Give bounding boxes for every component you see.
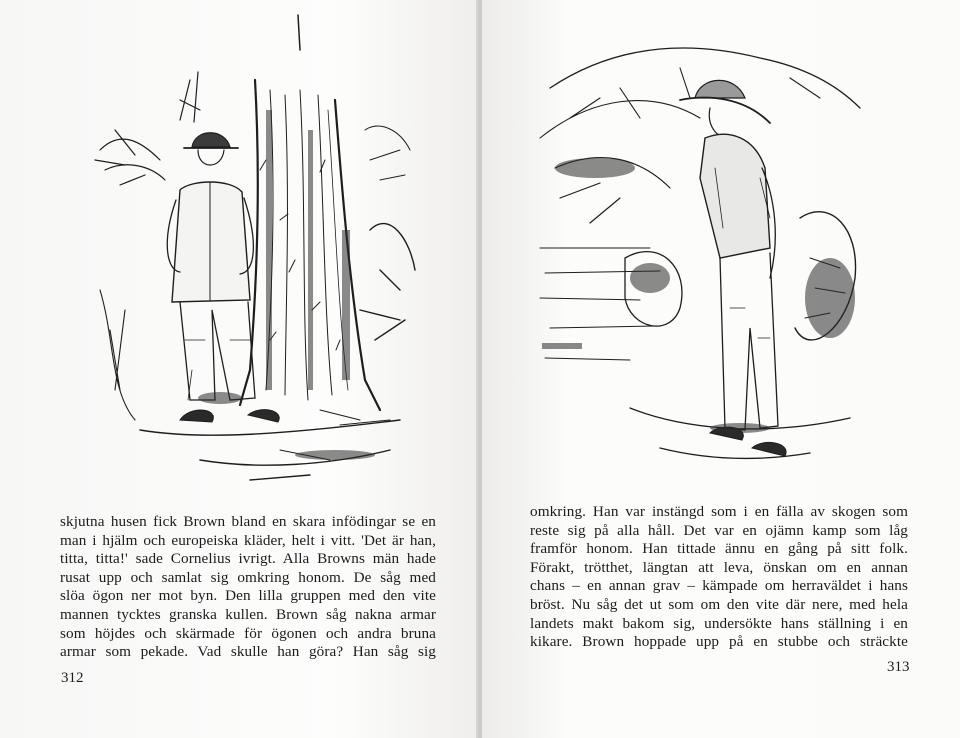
text-line: omkring. Han var instängd som i en fälla av skogen som	[530, 503, 908, 520]
right-page-text	[530, 503, 908, 652]
text-line: man i hjälm och europeiska kläder, helt i vitt. 'Det är han,	[60, 531, 436, 549]
page-number: 312	[61, 670, 84, 686]
text-line: skjutna husen fick Brown bland en skara infödingar se en	[60, 513, 436, 530]
text-line: Förakt, trötthet, längtan att leva, önskan om en annan	[530, 558, 908, 576]
text-line: framför honom. Han tittade ännu en gång på sitt folk.	[530, 540, 908, 558]
text-line: chans – en annan grav – kämpade om herraväldet i hans	[530, 577, 908, 595]
left-page	[0, 0, 478, 738]
text-line: kikare. Brown hoppade upp på en stubbe och sträckte	[530, 633, 908, 651]
text-line: mannen tycktes granska kullen. Brown såg nakna armar	[60, 605, 436, 623]
text-line: armar som pekade. Vad skulle han göra? Han såg sig	[60, 643, 436, 661]
text-line: reste sig på alla håll. Det var en ojämn kamp som låg	[530, 521, 908, 539]
text-line: landets makt bakom sig, undersökte hans ställning i en	[530, 614, 908, 632]
illustration-man-in-jungle	[530, 28, 885, 478]
text-line: som höjdes och skärmade för ögonen och andra bruna	[60, 624, 436, 642]
text-line: titta, titta!' sade Cornelius ivrigt. Alla Browns män hade	[60, 550, 436, 568]
text-line: rusat upp och samlat sig omkring honom. De såg med	[60, 568, 436, 586]
illustration-man-in-helmet-by-tree	[80, 10, 425, 490]
right-page	[482, 0, 960, 738]
text-line: slöa ögon ner mot byn. Den lilla gruppen med den vite	[60, 587, 436, 605]
page-number: 313	[887, 659, 910, 675]
text-line: bröst. Nu såg det ut som om den vite där nere, med hela	[530, 595, 908, 613]
left-page-text	[60, 513, 436, 662]
